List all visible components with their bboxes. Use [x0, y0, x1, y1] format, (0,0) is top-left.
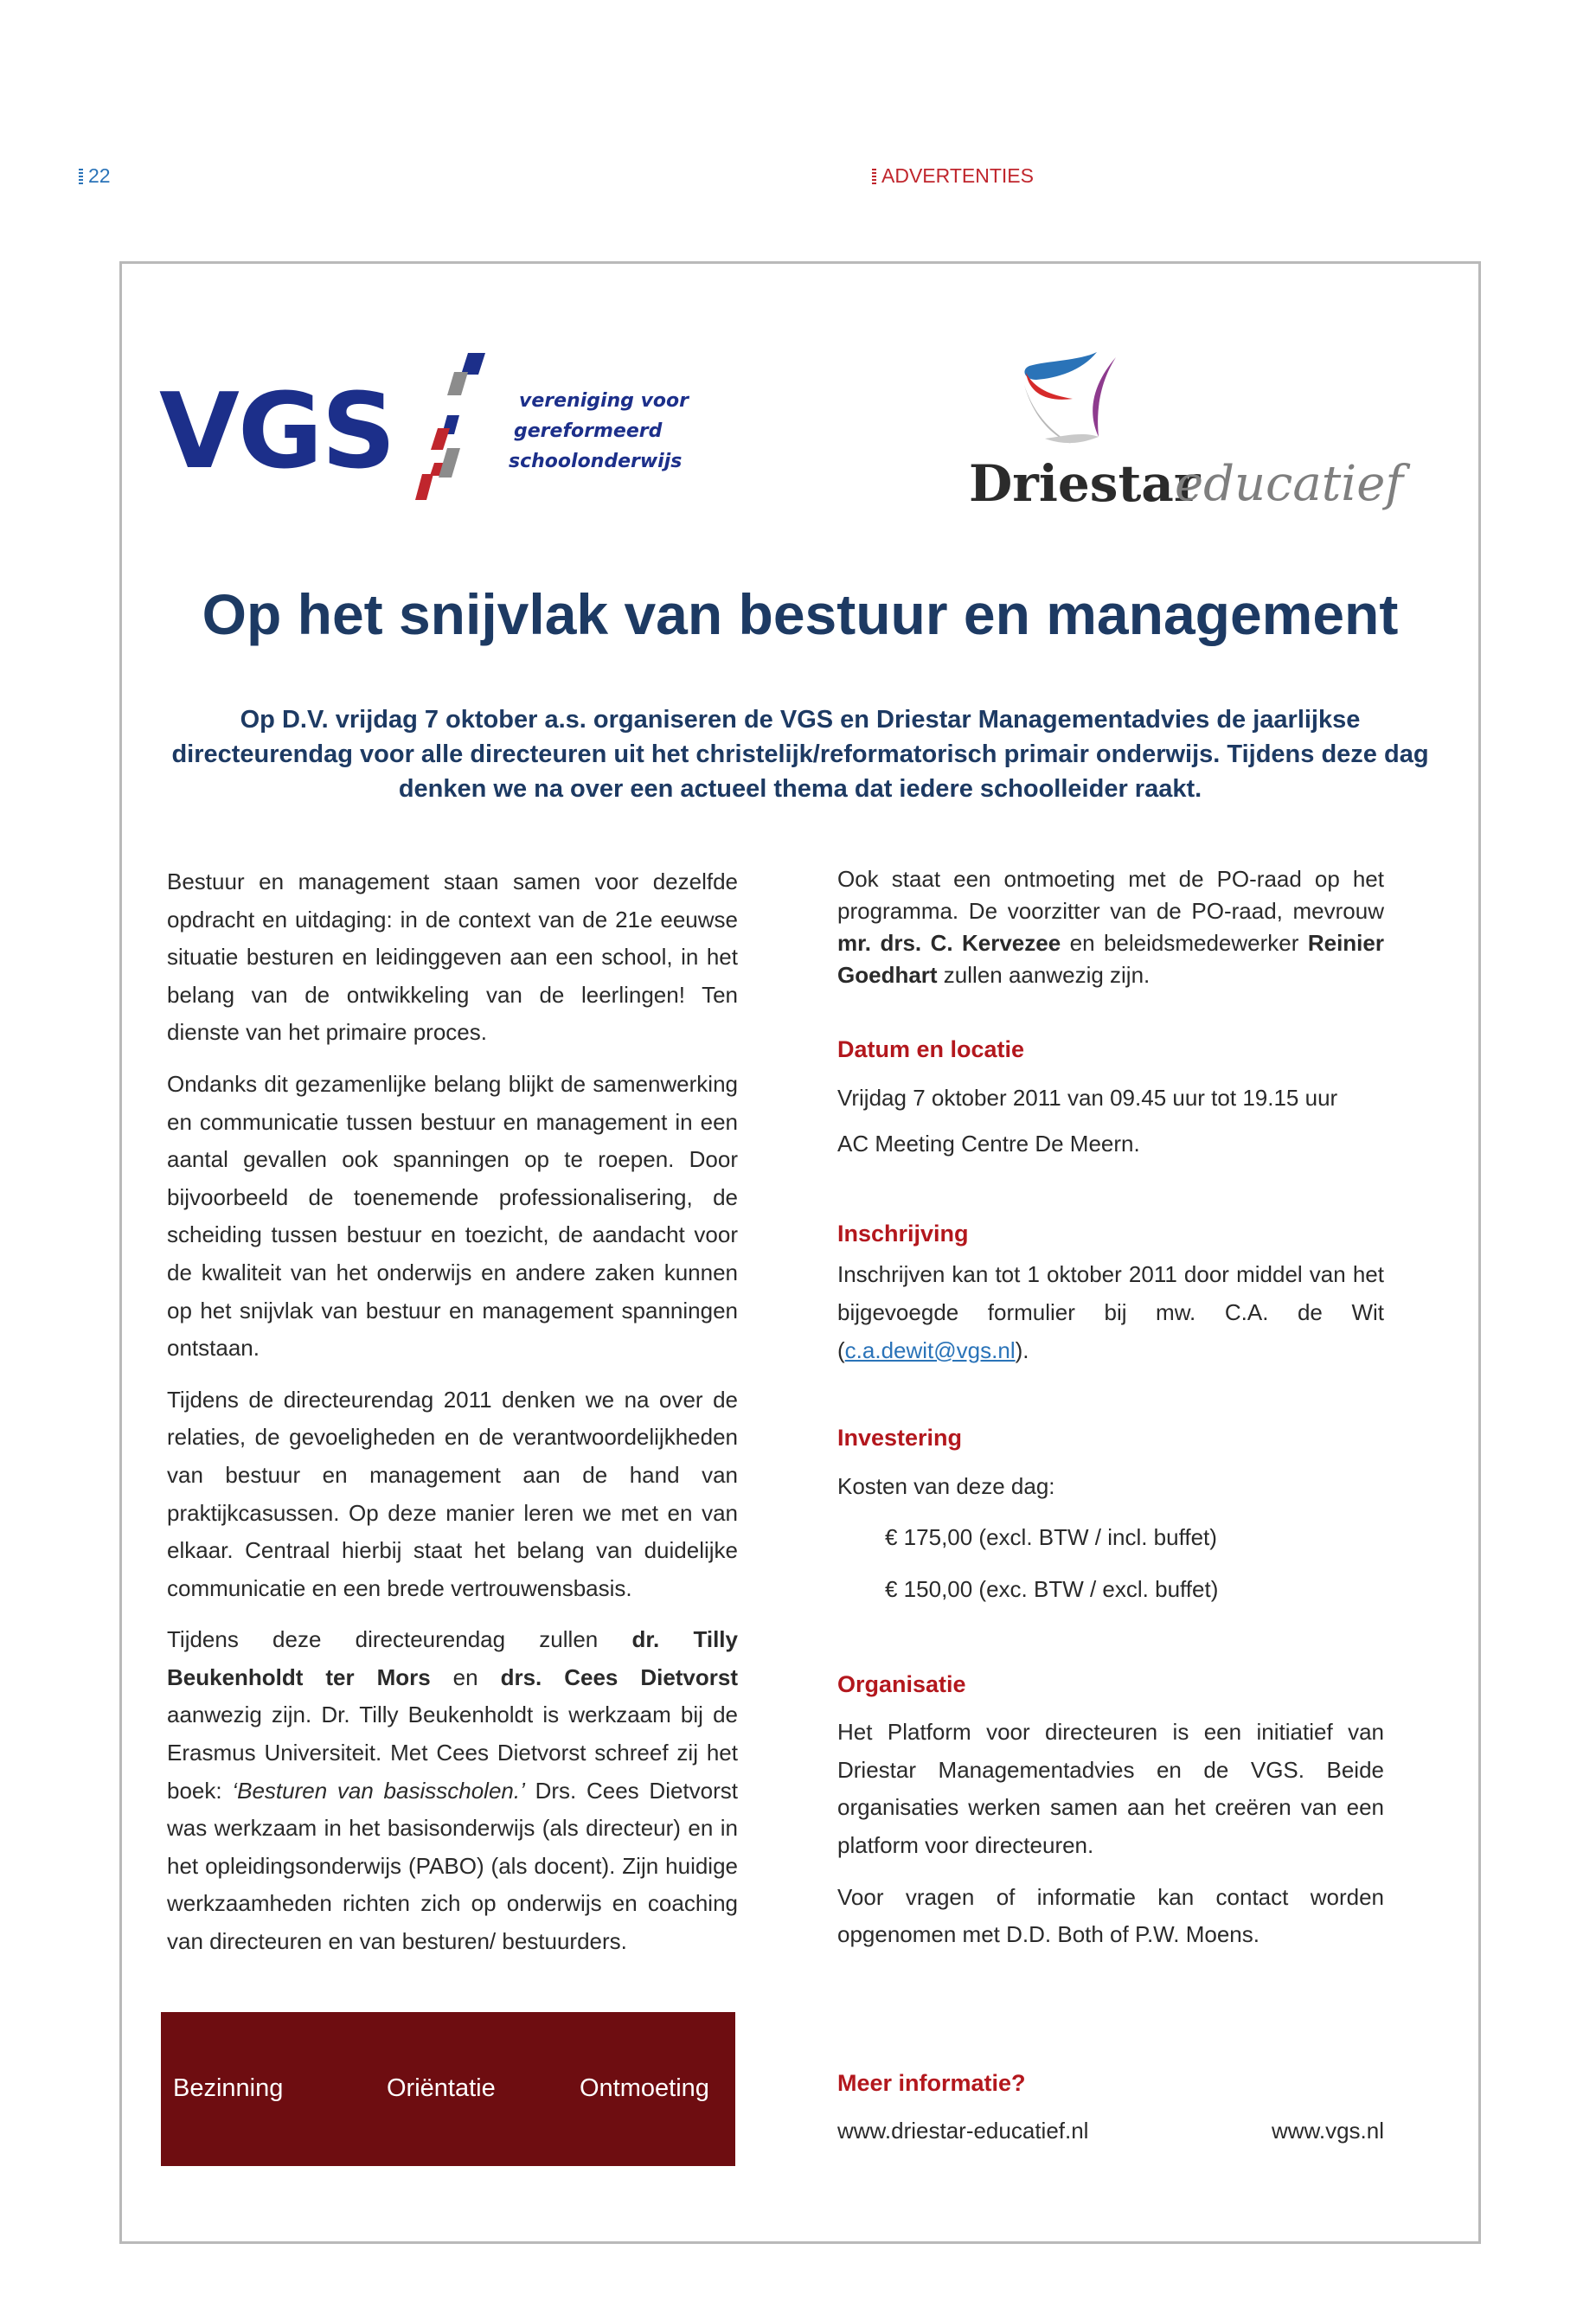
price-item: € 175,00 (excl. BTW / incl. buffet)	[885, 1524, 1217, 1551]
website-links	[837, 2118, 1384, 2149]
paragraph: Het Platform voor directeuren is een initiatief van Driestar Managementadvies en de VGS. Beide organisaties werken samen aan het creëren van een platform voor directeuren.	[837, 1719, 1384, 1858]
investering-heading: Investering	[837, 1425, 963, 1452]
vgs-logo-word: VGS	[159, 372, 394, 492]
driestar-emblem-icon	[995, 342, 1159, 458]
locatie-line: AC Meeting Centre De Meern.	[837, 1131, 1140, 1157]
paragraph: Tijdens de directeurendag 2011 denken we na over de relaties, de gevoeligheden en de verantwoordelijkheden van bestuur en management aan de hand van praktijkcasussen. Op deze manier leren we met en van elkaar. Centraal hierbij staat het belang van duidelijke communicatie en een brede vertrouwensbasis.	[167, 1386, 738, 1601]
inschrijving-heading: Inschrijving	[837, 1220, 969, 1247]
paragraph: Voor vragen of informatie kan contact worden opgenomen met D.D. Both of P.W. Moens.	[837, 1883, 1384, 1948]
organisatie-heading: Organisatie	[837, 1670, 966, 1697]
inschrijving-text: Inschrijven kan tot 1 oktober 2011 door middel van het bijgevoegde formulier bij mw. C.A. de Wit (c.a.dewit@vgs.nl).	[837, 1261, 1384, 1363]
paragraph: Tijdens deze directeurendag zullen dr. Tilly Beukenholdt ter Mors en drs. Cees Dietvorst aanwezig zijn. Dr. Tilly Beukenholdt is werkzaam bij de Erasmus Universiteit. Met Cees Dietvorst schreef zij het boek: ‘Besturen van basisscholen.’ Drs. Cees Dietvorst was werkzaam in het basisonderwijs (als directeur) en in het opleidingsonderwijs (PABO) (als docent). Zijn huidige werkzaamheden richten zich op onderwijs en coaching van directeuren en van besturen/ bestuurders.	[167, 1626, 739, 1955]
speaker-name: drs. Cees Dietvorst	[500, 1663, 739, 1690]
guest-name: Reinier Goedhart	[837, 930, 1384, 988]
headline: Op het snijvlak van bestuur en management	[202, 582, 1399, 646]
bars-icon	[79, 169, 83, 184]
section-label: ADVERTENTIES	[872, 164, 1034, 188]
datum-line: Vrijdag 7 oktober 2011 van 09.45 uur tot 19.15 uur	[837, 1084, 1338, 1111]
vgs-tagline: vereniging voor gereformeerd schoolonderwijs	[509, 390, 689, 472]
left-column	[167, 863, 738, 1961]
more-info	[837, 2067, 1384, 2149]
driestar-website-link[interactable]: www.driestar-educatief.nl	[837, 2118, 1089, 2144]
vgs-logo	[159, 346, 695, 519]
guest-name: mr. drs. C. Kervezee	[837, 930, 1061, 956]
investering-intro: Kosten van deze dag:	[837, 1472, 1055, 1499]
datum-heading: Datum en locatie	[837, 1036, 1025, 1062]
right-column	[837, 863, 1384, 1954]
email-link[interactable]: c.a.dewit@vgs.nl	[844, 1336, 1016, 1363]
vgs-website-link[interactable]: www.vgs.nl	[1271, 2118, 1384, 2144]
paragraph: Bestuur en management staan samen voor dezelfde opdracht en uitdaging: in de context van de 21e eeuwse situatie besturen en leidinggeven aan een school, in het belang van de ontwikkeling van de leerlingen! Ten dienste van het primaire proces.	[167, 868, 738, 1046]
page-number: 22	[79, 164, 111, 188]
bars-icon	[872, 169, 876, 184]
driestar-suffix: educatief	[1175, 456, 1404, 512]
banner-word: Bezinning	[173, 2074, 284, 2102]
more-info-heading: Meer informatie?	[837, 2070, 1026, 2096]
intro: Op D.V. vrijdag 7 oktober a.s. organiseren de VGS en Driestar Managementadvies de jaarlijkse directeurendag voor alle directeuren uit het christelijk/reformatorisch primair onderwijs. Tijdens deze dag denken we na over een actueel thema dat iedere schoolleider raakt.	[171, 706, 1429, 803]
banner-word: Ontmoeting	[580, 2074, 709, 2102]
banner-word: Oriëntatie	[387, 2074, 496, 2102]
price-item: € 150,00 (exc. BTW / excl. buffet)	[885, 1575, 1219, 1602]
slogan-banner	[161, 2012, 735, 2166]
driestar-logo	[960, 342, 1410, 523]
paragraph: Ook staat een ontmoeting met de PO-raad op het programma. De voorzitter van de PO-raad, mevrouw mr. drs. C. Kervezee en beleidsmedewerker Reinier Goedhart zullen aanwezig zijn.	[837, 866, 1384, 988]
vgs-slashes-icon	[407, 346, 519, 519]
paragraph: Ondanks dit gezamenlijke belang blijkt de samenwerking en communicatie tussen bestuur en management in een aantal gevallen ook spanningen op te roepen. Door bijvoorbeeld de toenemende professionalisering, de scheiding tussen bestuur en toezicht, de aandacht voor de kwaliteit van het onderwijs en andere zaken kunnen op het snijvlak van bestuur en management spanningen ontstaan.	[167, 1070, 738, 1362]
speaker-name: dr. Tilly Beukenholdt ter Mors	[167, 1626, 738, 1690]
driestar-word: Driestar	[969, 454, 1201, 513]
book-title: ‘Besturen van basisscholen.’	[232, 1777, 525, 1804]
